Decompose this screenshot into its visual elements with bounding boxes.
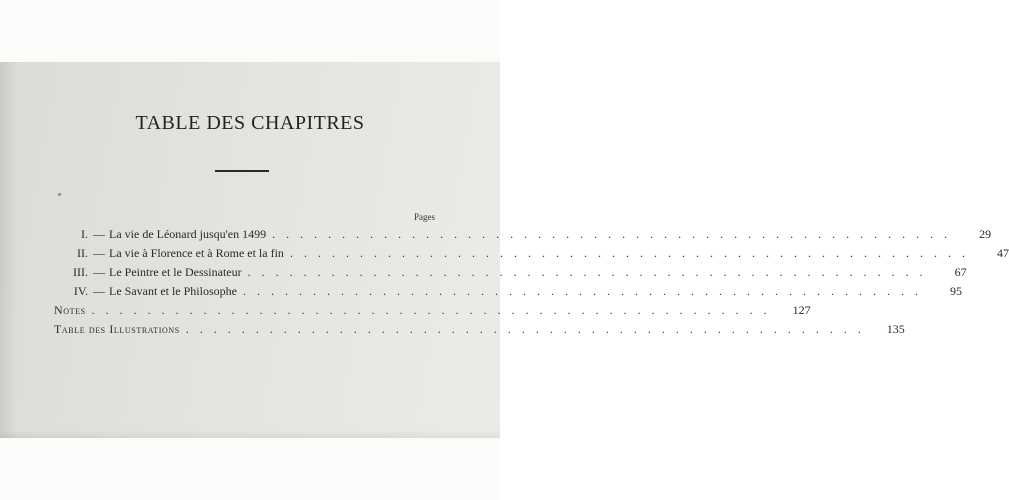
chapter-number: I. — [81, 227, 88, 241]
dot-leader: . . . . . . . . . . . . . . . . . . . . . . . . . . . . . . . . . . . . . . . . . . . . . . . . . — [289, 246, 969, 260]
page-number: 29 — [979, 227, 992, 241]
dot-leader: . . . . . . . . . . . . . . . . . . . . . . . . . . . . . . . . . . . . . . . . . . . . . . . . . — [91, 303, 771, 317]
chapter-number: III. — [73, 265, 88, 279]
chapter-number: IV. — [73, 284, 88, 298]
page-number: 95 — [949, 284, 962, 298]
chapter-title: Le Peintre et le Dessinateur — [109, 265, 242, 279]
toc-extra-entry — [50, 303, 811, 322]
page-bottom-shadow — [0, 430, 500, 438]
pages-column-header: Pages — [414, 212, 435, 222]
page-number: 47 — [996, 246, 1009, 260]
toc-entry — [50, 284, 962, 303]
page-number: 67 — [954, 265, 967, 279]
page-title: TABLE DES CHAPITRES — [135, 112, 365, 134]
paper-speck — [58, 193, 61, 196]
notes-title: Notes — [54, 303, 86, 317]
entry-dash: — — [93, 265, 105, 279]
toc-extra-entry — [50, 322, 905, 341]
entry-dash: — — [93, 227, 105, 241]
chapter-title: La vie à Florence et à Rome et la fin — [109, 246, 284, 260]
entry-dash: — — [93, 284, 105, 298]
dot-leader: . . . . . . . . . . . . . . . . . . . . . . . . . . . . . . . . . . . . . . . . . . . . . . . . . — [272, 227, 952, 241]
toc-entry — [50, 246, 1009, 265]
toc-entry — [50, 227, 992, 246]
dot-leader: . . . . . . . . . . . . . . . . . . . . . . . . . . . . . . . . . . . . . . . . . . . . . . . . . — [185, 322, 865, 336]
entry-dash: — — [93, 246, 105, 260]
chapter-title: La vie de Léonard jusqu'en 1499 — [109, 227, 267, 241]
chapter-number: II. — [77, 246, 88, 260]
illustrations-title: Table des Illustrations — [54, 322, 180, 336]
toc-entry — [50, 265, 967, 284]
page-number: 135 — [886, 322, 905, 336]
dot-leader: . . . . . . . . . . . . . . . . . . . . . . . . . . . . . . . . . . . . . . . . . . . . . . . . . — [247, 265, 927, 279]
title-rule — [215, 170, 269, 172]
table-of-contents — [50, 227, 1009, 341]
dot-leader: . . . . . . . . . . . . . . . . . . . . . . . . . . . . . . . . . . . . . . . . . . . . . . . . . — [242, 284, 922, 298]
book-page — [0, 62, 1009, 438]
chapter-title: Le Savant et le Philosophe — [109, 284, 237, 298]
page-number: 127 — [792, 303, 811, 317]
